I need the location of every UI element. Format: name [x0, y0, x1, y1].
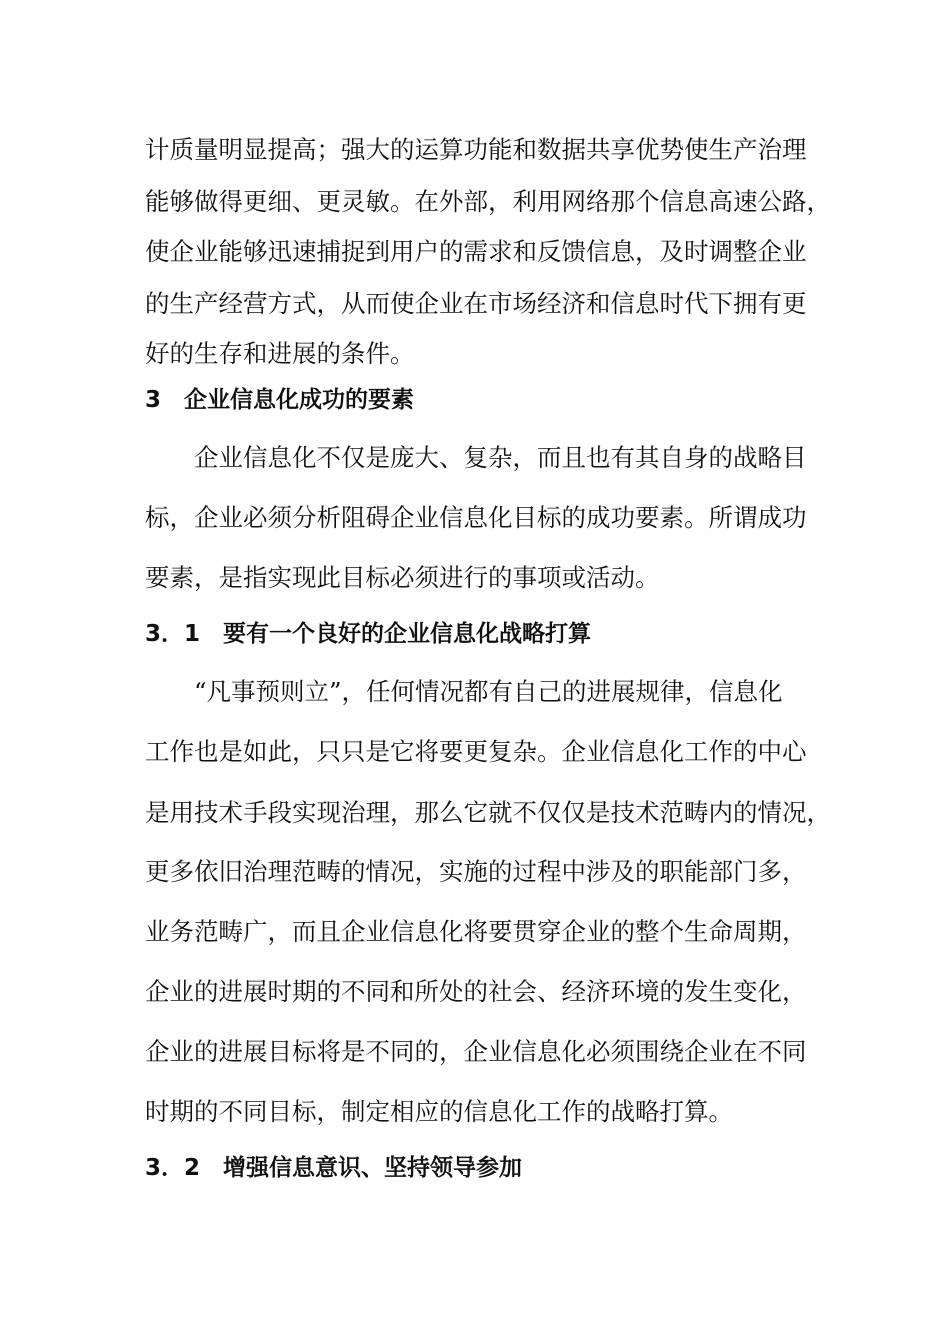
paragraph-3-line-3: 是用技术手段实现治理，那么它就不仅仅是技术范畴内的情况，: [145, 798, 831, 827]
section-3-heading: 3 企业信息化成功的要素: [145, 387, 415, 413]
paragraph-1-line-5: 好的生存和进展的条件。: [145, 339, 415, 368]
paragraph-3-line-2: 工作也是如此，只只是它将要更复杂。企业信息化工作的中心: [145, 737, 807, 766]
paragraph-3-line-1: “凡事预则立”，任何情况都有自己的进展规律，信息化: [194, 677, 783, 706]
section-3-1-heading: 3．1 要有一个良好的企业信息化战略打算: [145, 621, 592, 647]
paragraph-3-line-6: 企业的进展时期的不同和所处的社会、经济环境的发生变化，: [145, 977, 807, 1006]
paragraph-2-line-3: 要素，是指实现此目标必须进行的事项或活动。: [145, 563, 660, 592]
paragraph-2-line-2: 标，企业必须分析阻碍企业信息化目标的成功要素。所谓成功: [145, 503, 807, 532]
paragraph-1-line-4: 的生产经营方式，从而使企业在市场经济和信息时代下拥有更: [145, 289, 807, 318]
paragraph-3-line-7: 企业的进展目标将是不同的，企业信息化必须围绕企业在不同: [145, 1037, 807, 1066]
section-3-2-heading: 3．2 增强信息意识、坚持领导参加: [145, 1155, 523, 1181]
paragraph-1-line-1: 计质量明显提高；强大的运算功能和数据共享优势使生产治理: [145, 135, 807, 164]
paragraph-1-line-2: 能够做得更细、更灵敏。在外部，利用网络那个信息高速公路，: [145, 187, 831, 216]
paragraph-3-line-5: 业务范畴广，而且企业信息化将要贯穿企业的整个生命周期，: [145, 917, 807, 946]
paragraph-2-line-1: 企业信息化不仅是庞大、复杂，而且也有其自身的战略目: [194, 443, 807, 472]
paragraph-3-line-4: 更多依旧治理范畴的情况，实施的过程中涉及的职能部门多，: [145, 857, 807, 886]
paragraph-3-line-8: 时期的不同目标，制定相应的信息化工作的战略打算。: [145, 1097, 733, 1126]
paragraph-1-line-3: 使企业能够迅速捕捉到用户的需求和反馈信息，及时调整企业: [145, 237, 807, 266]
